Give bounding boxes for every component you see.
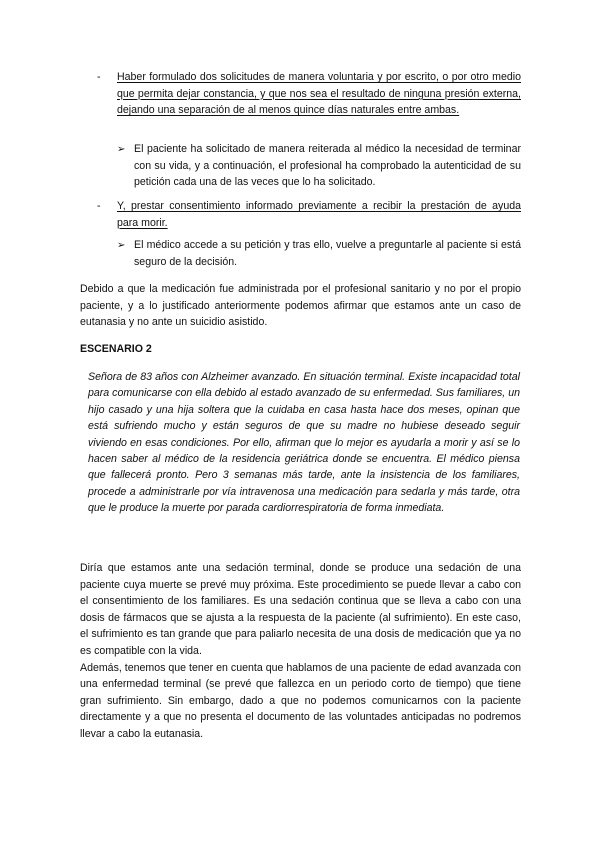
dash-bullet: - (97, 71, 101, 83)
analysis-paragraph-2: Además, tenemos que tener en cuenta que hablamos de una paciente de edad avanzada con una enfermedad terminal (se prevé que fallezca en un periodo corto de tiempo) que tiene gran sufrimiento. Sin embargo, dado a que no podemos comunicarnos con la paciente directamente y a que no presenta el documento de las voluntades anticipadas no podremos llevar a cabo la eutanasia. (80, 661, 521, 740)
dash-bullet: - (97, 200, 101, 212)
arrow-bullet-icon: ➢ (117, 144, 126, 155)
fulfillment-item-1 (117, 141, 521, 191)
requirement-item-1-text: Haber formulado dos solicitudes de manera voluntaria y por escrito, o por otro medio que permita dejar constancia, y que nos sea el resultado de ninguna presión externa, dejando una separación de al menos quince días naturales entre ambas. (117, 71, 521, 117)
arrow-bullet-icon: ➢ (117, 240, 126, 251)
fulfillment-item-2-text: El médico accede a su petición y tras ello, vuelve a preguntarle al paciente si está seguro de la decisión. (134, 239, 521, 268)
scenario-heading: ESCENARIO 2 (80, 343, 152, 355)
requirement-item-2 (97, 198, 521, 231)
requirement-item-2-text: Y, prestar consentimiento informado previamente a recibir la prestación de ayuda para morir. (117, 200, 521, 229)
conclusion-paragraph: Debido a que la medicación fue administrada por el profesional sanitario y no por el propio paciente, y a lo justificado anteriormente podemos afirmar que estamos ante un caso de eutanasia y no ante un suicidio asistido. (80, 283, 521, 329)
analysis-paragraph-1: Diría que estamos ante una sedación terminal, donde se produce una sedación de una paciente cuya muerte se prevé muy próxima. Este procedimiento se puede llevar a cabo con el consentimiento de los familiares. Es una sedación continua que se lleva a cabo con una dosis de fármacos que se ajusta a la respuesta de la paciente (al sufrimiento). En este caso, el sufrimiento es tan grande que para paliarlo necesita de una dosis de medicación que ya no es compatible con la vida. (80, 562, 521, 657)
case-description: Señora de 83 años con Alzheimer avanzado. En situación terminal. Existe incapacidad total para comunicarse con ella debido al estado avanzado de su enfermedad. Sus familiares, un hijo casado y una hija soltera que la cuidaba en casa hasta hace dos meses, opinan que está sufriendo mucho y están seguros de que su madre no hubiese deseado seguir viviendo en esas condiciones. Por ello, afirman que lo mejor es ayudarla a morir y así se lo hacen saber al médico de la residencia geriátrica donde se encuentra. El médico piensa que fallecerá pronto. Pero 3 semanas más tarde, ante la insistencia de los familiares, procede a administrarle por vía intravenosa una medicación para sedarla y más tarde, otra que le produce la muerte por parada cardiorrespiratoria de forma inmediata. (88, 371, 520, 515)
requirement-item-1 (97, 69, 521, 119)
fulfillment-item-1-text: El paciente ha solicitado de manera reiterada al médico la necesidad de terminar con su vida, y a continuación, el profesional ha comprobado la autenticidad de su petición cada una de las veces que lo ha solicitado. (134, 143, 521, 189)
fulfillment-item-2 (117, 237, 521, 270)
analysis-section (80, 560, 521, 743)
